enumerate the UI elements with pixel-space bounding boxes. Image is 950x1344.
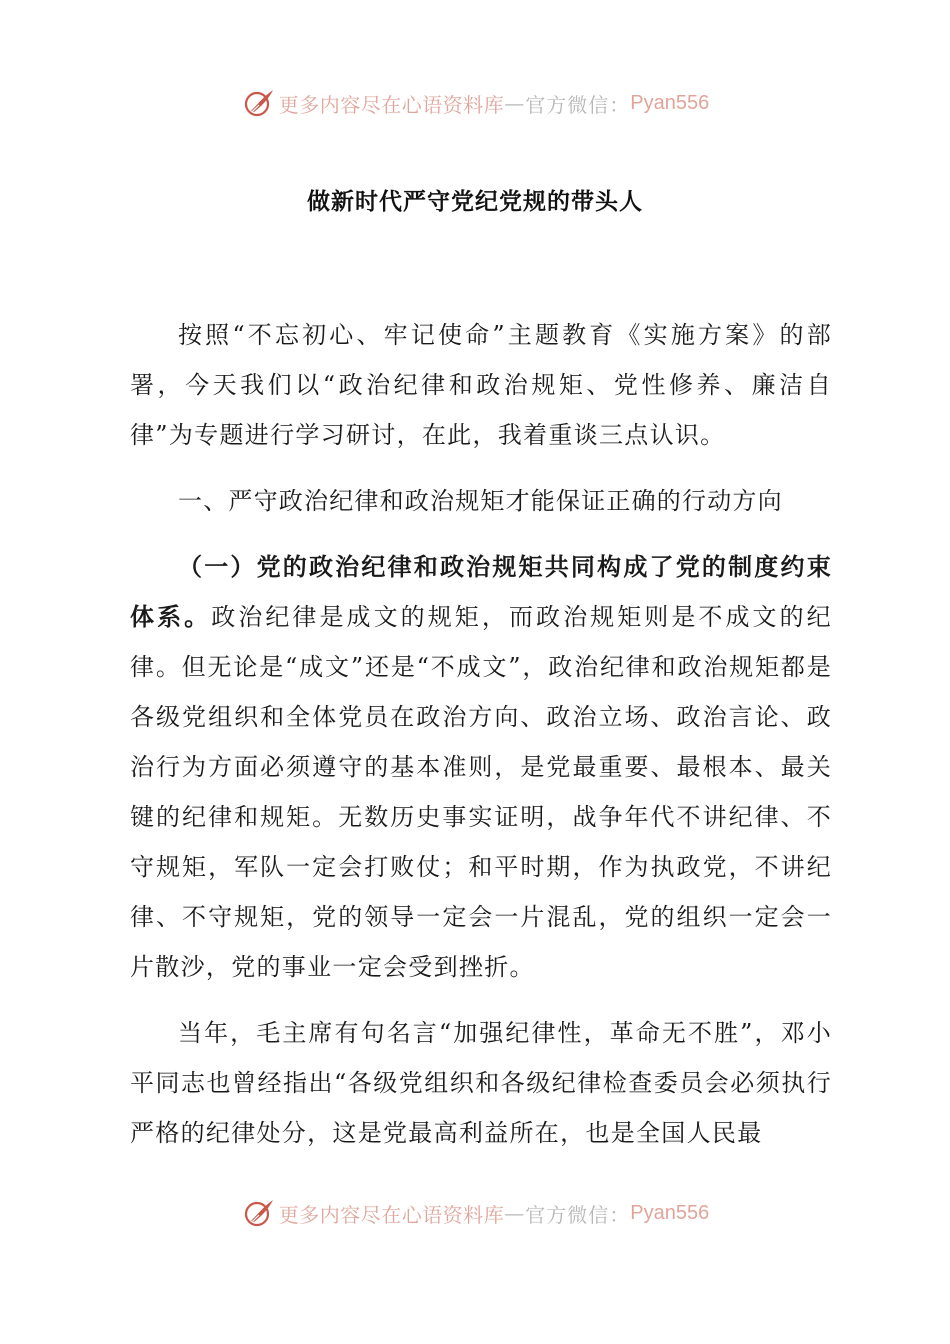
header-watermark-banner <box>0 83 950 123</box>
subsection-lead: （一）党的政治纪律和政治规矩共同构成了党的制度约束体系。 <box>130 553 832 631</box>
banner-text: 更多内容尽在心语资料库 <box>278 1202 505 1227</box>
banner-wechat-id: Pyan556 <box>630 1201 710 1224</box>
document-title: 做新时代严守党纪党规的带头人 <box>307 189 643 215</box>
subsection-paragraph-1 <box>130 542 832 992</box>
quill-logo-icon <box>241 1195 277 1231</box>
body-paragraph-3: 当年，毛主席有句名言“加强纪律性，革命无不胜”，邓小平同志也曾经指出“各级党组织和各级纪律检查委员会必须执行严格的纪律处分，这是党最高利益所在，也是全国人民最 <box>130 1019 832 1147</box>
quill-logo-icon <box>241 85 277 121</box>
banner-label: 官方微信： <box>525 1202 631 1227</box>
subsection-body: 政治纪律是成文的规矩，而政治规矩则是不成文的纪律。但无论是“成文”还是“不成文”，政治纪律和政治规矩都是各级党组织和全体党员在政治方向、政治立场、政治言论、政治行为方面必须遵守的基本准则，是党最重要、最根本、最关键的纪律和规矩。无数历史事实证明，战争年代不讲纪律、不守规矩，军队一定会打败仗；和平时期，作为执政党，不讲纪律、不守规矩，党的领导一定会一片混乱，党的组织一定会一片散沙，党的事业一定会受到挫折。 <box>130 603 832 981</box>
banner-dash: — <box>504 1201 526 1225</box>
banner-text: 更多内容尽在心语资料库 <box>278 92 505 117</box>
banner-dash: — <box>504 91 526 115</box>
footer-watermark-banner <box>0 1193 950 1233</box>
banner-label: 官方微信： <box>525 92 631 117</box>
intro-paragraph: 按照“不忘初心、牢记使命”主题教育《实施方案》的部署，今天我们以“政治纪律和政治规矩、党性修养、廉洁自律”为专题进行学习研讨，在此，我着重谈三点认识。 <box>130 321 832 449</box>
document-body <box>130 310 832 1158</box>
banner-wechat-id: Pyan556 <box>630 91 710 114</box>
section-heading-1: 一、严守政治纪律和政治规矩才能保证正确的行动方向 <box>178 487 783 515</box>
